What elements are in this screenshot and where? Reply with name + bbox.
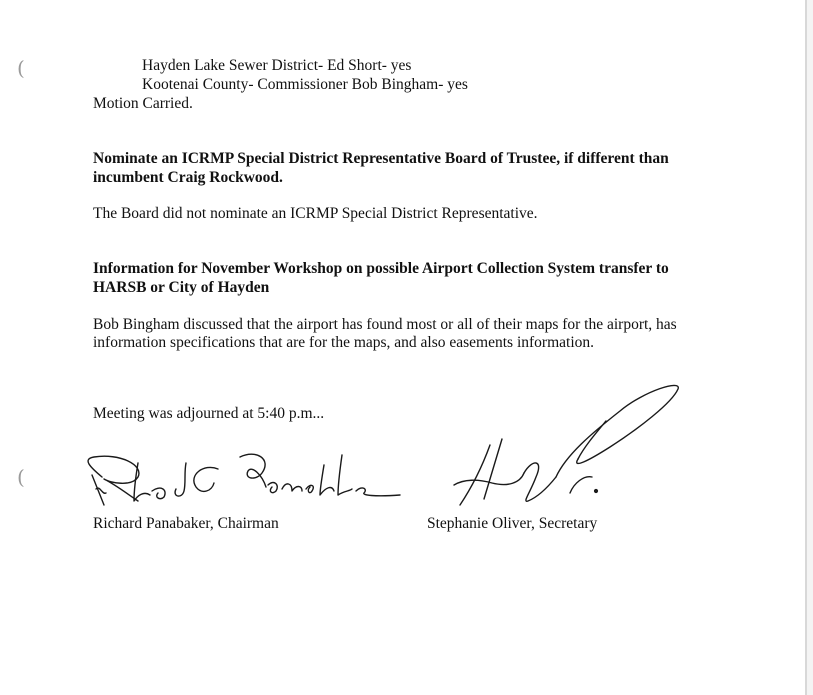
- secretary-name: Stephanie Oliver, Secretary: [427, 515, 598, 532]
- vote-line-kootenai-county: Kootenai County- Commissioner Bob Bingham- yes: [142, 76, 468, 93]
- section-heading-airport-line-1: Information for November Workshop on possible Airport Collection System transfer to: [93, 260, 669, 277]
- chairman-signature: [80, 445, 420, 515]
- vote-line-hayden-lake: Hayden Lake Sewer District- Ed Short- yes: [142, 57, 412, 74]
- chairman-name: Richard Panabaker, Chairman: [93, 515, 279, 532]
- section-body-icrmp: The Board did not nominate an ICRMP Special District Representative.: [93, 205, 538, 222]
- section-body-airport-line-1: Bob Bingham discussed that the airport has found most or all of their maps for the airport, has: [93, 316, 677, 333]
- section-heading-airport-line-2: HARSB or City of Hayden: [93, 279, 270, 296]
- secretary-signature: [420, 375, 690, 520]
- adjourned-note: Meeting was adjourned at 5:40 p.m...: [93, 405, 325, 422]
- page-edge: [805, 0, 813, 695]
- section-heading-icrmp-line-1: Nominate an ICRMP Special District Representative Board of Trustee, if different than: [93, 150, 669, 167]
- section-body-airport-line-2: information specifications that are for the maps, and also easements information.: [93, 334, 595, 351]
- motion-result: Motion Carried.: [93, 95, 193, 112]
- margin-mark-top: (: [17, 56, 25, 80]
- section-heading-icrmp-line-2: incumbent Craig Rockwood.: [93, 169, 283, 186]
- margin-mark-bottom: (: [17, 465, 25, 489]
